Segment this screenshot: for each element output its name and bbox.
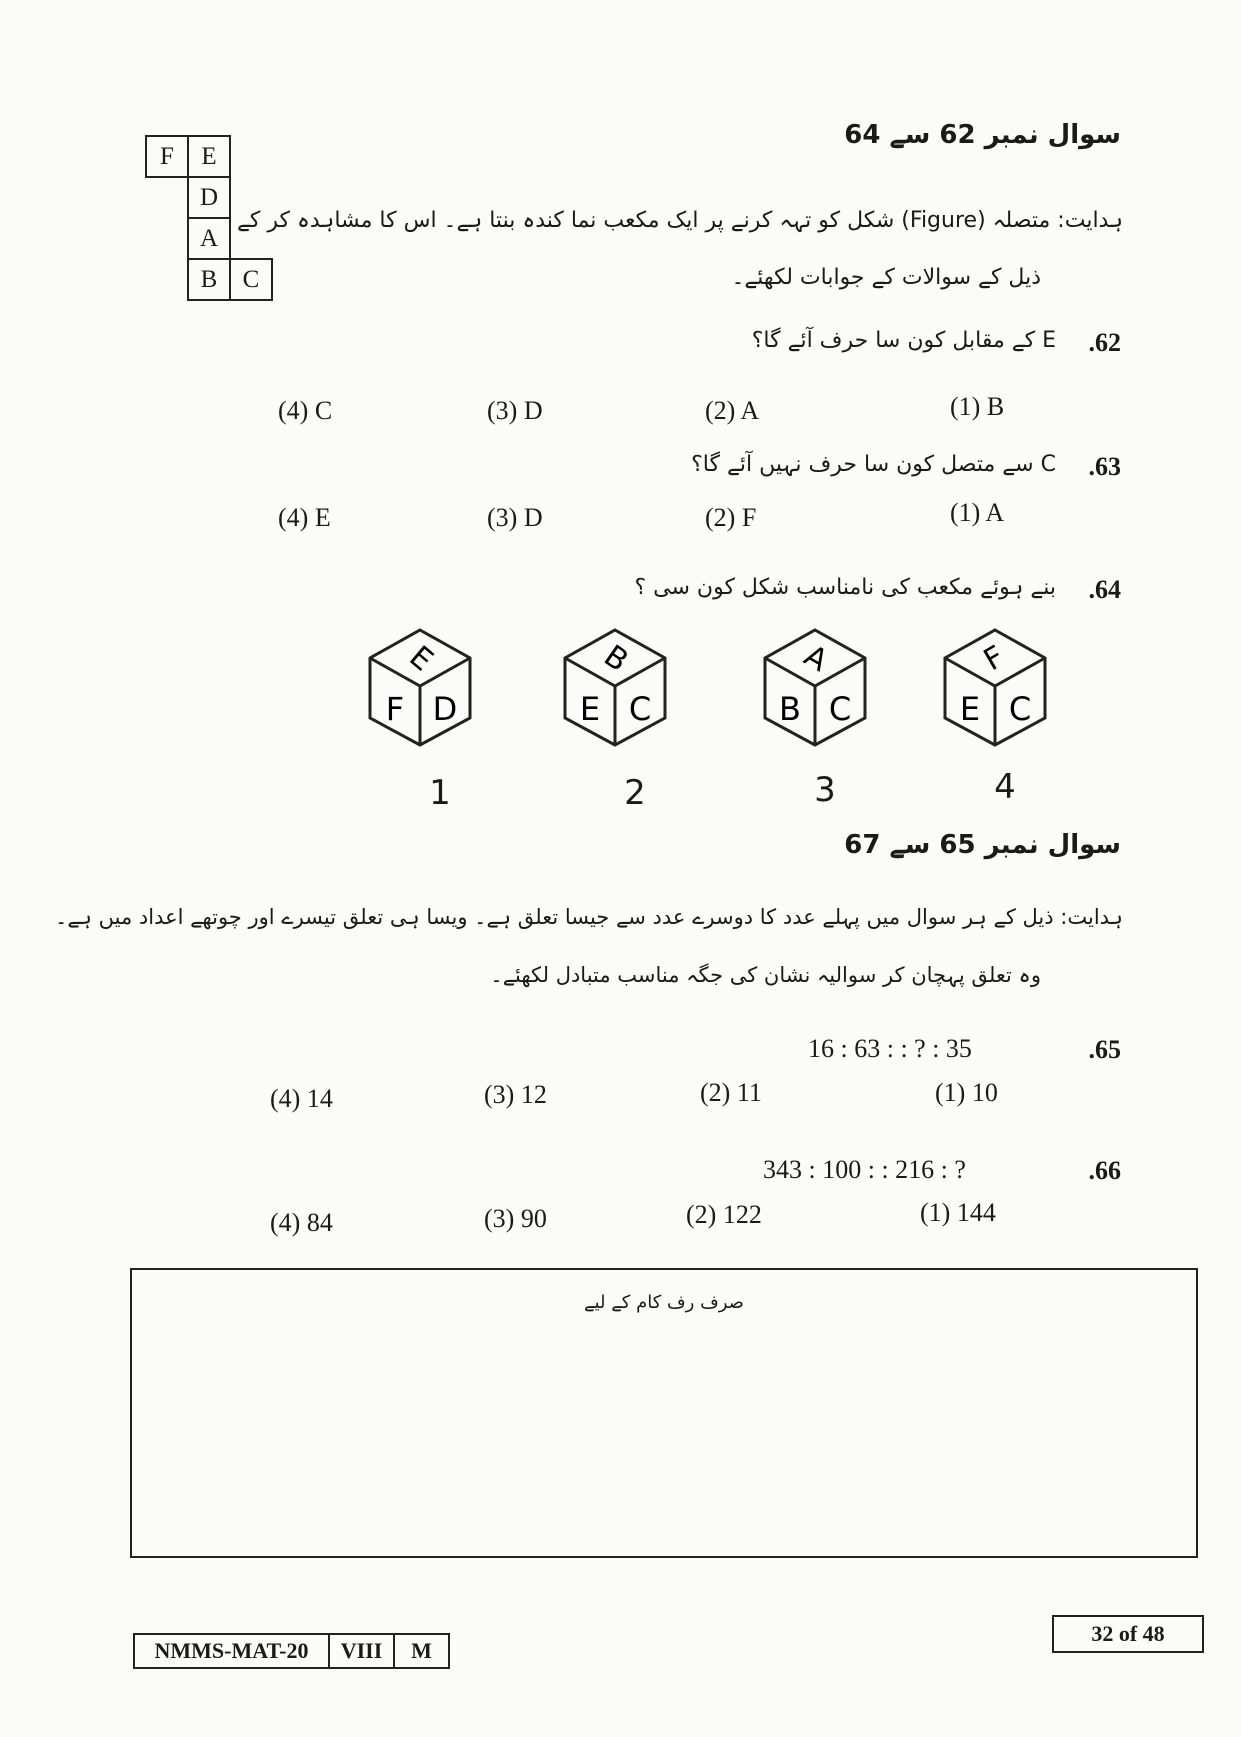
section-title-62-64: سوال نمبر 62 سے 64 bbox=[844, 120, 1121, 150]
cube-face-left: B bbox=[779, 690, 801, 728]
question-number: .66 bbox=[1088, 1156, 1121, 1185]
cube-3 bbox=[765, 630, 865, 745]
question-number: .65 bbox=[1088, 1035, 1121, 1064]
rough-work-box[interactable] bbox=[130, 1268, 1198, 1558]
option[interactable]: (2) F bbox=[705, 503, 757, 532]
option[interactable]: (3) D bbox=[487, 396, 543, 425]
option[interactable]: (3) D bbox=[487, 503, 543, 532]
net-cell: F bbox=[145, 135, 189, 178]
option[interactable]: (1) 10 bbox=[935, 1078, 998, 1107]
footer-code-boxes bbox=[133, 1633, 450, 1669]
option[interactable]: (4) E bbox=[278, 503, 331, 532]
instruction-line: ہدایت: ذیل کے ہر سوال میں پہلے عدد کا دوسرے عدد سے جیسا تعلق ہے۔ ویسا ہی تعلق تیسرے اور چوتھے اعداد میں ہے۔ bbox=[55, 905, 1123, 929]
instruction-line: ذیل کے سوالات کے جوابات لکھئے۔ bbox=[731, 265, 1041, 290]
cube-2 bbox=[565, 630, 665, 745]
option[interactable]: (3) 90 bbox=[484, 1204, 547, 1233]
cube-face-left: E bbox=[959, 690, 981, 728]
class-code: VIII bbox=[328, 1633, 393, 1669]
cube-1 bbox=[370, 630, 470, 745]
question-text: 16 : 63 : : ? : 35 bbox=[808, 1034, 972, 1063]
cube-label[interactable]: 2 bbox=[624, 773, 646, 813]
net-cell: B bbox=[187, 258, 231, 301]
option[interactable]: (3) 12 bbox=[484, 1080, 547, 1109]
cube-label[interactable]: 4 bbox=[994, 767, 1016, 807]
option[interactable]: (2) 122 bbox=[686, 1200, 762, 1229]
cube-face-top: B bbox=[597, 638, 635, 680]
option[interactable]: (4) 84 bbox=[270, 1208, 333, 1237]
question-text: C سے متصل کون سا حرف نہیں آئے گا؟ bbox=[691, 452, 1056, 477]
cube-face-right: C bbox=[1008, 690, 1032, 728]
instruction-line: وہ تعلق پہچان کر سوالیہ نشان کی جگہ مناسب متبادل لکھئے۔ bbox=[490, 963, 1041, 987]
cube-face-right: D bbox=[432, 690, 458, 728]
question-number: .63 bbox=[1088, 452, 1121, 481]
question-number: .64 bbox=[1088, 575, 1121, 604]
cube-face-left: E bbox=[579, 690, 601, 728]
question-text: E کے مقابل کون سا حرف آئے گا؟ bbox=[751, 328, 1056, 353]
net-cell: E bbox=[187, 135, 231, 178]
cube-label[interactable]: 3 bbox=[814, 770, 836, 810]
instruction-line: ہدایت: متصلہ (Figure) شکل کو تہہ کرنے پر ایک مکعب نما کندہ بنتا ہے۔ اس کا مشاہدہ کر کے bbox=[237, 208, 1123, 233]
option[interactable]: (4) 14 bbox=[270, 1084, 333, 1113]
option[interactable]: (2) A bbox=[705, 396, 760, 425]
option[interactable]: (2) 11 bbox=[700, 1078, 762, 1107]
net-cell: D bbox=[187, 176, 231, 219]
option[interactable]: (1) B bbox=[950, 392, 1005, 421]
question-text: 343 : 100 : : 216 : ? bbox=[763, 1155, 966, 1184]
paper-code: NMMS-MAT-20 bbox=[133, 1633, 328, 1669]
cube-options-figure bbox=[360, 620, 1080, 770]
option[interactable]: (1) A bbox=[950, 498, 1005, 527]
cube-face-top: A bbox=[798, 638, 834, 679]
medium-code: M bbox=[393, 1633, 450, 1669]
net-cell: C bbox=[229, 258, 273, 301]
page-number: 32 of 48 bbox=[1052, 1615, 1204, 1653]
cube-face-left: F bbox=[385, 690, 405, 728]
cube-face-right: C bbox=[628, 690, 652, 728]
question-number: .62 bbox=[1088, 328, 1121, 357]
option[interactable]: (4) C bbox=[278, 396, 333, 425]
option[interactable]: (1) 144 bbox=[920, 1198, 996, 1227]
cube-face-top: F bbox=[978, 639, 1011, 679]
cube-face-top: E bbox=[402, 639, 440, 679]
net-cell: A bbox=[187, 217, 231, 260]
section-title-65-67: سوال نمبر 65 سے 67 bbox=[844, 830, 1121, 860]
cube-face-right: C bbox=[828, 690, 852, 728]
cube-4 bbox=[945, 630, 1045, 745]
question-text: بنے ہوئے مکعب کی نامناسب شکل کون سی ؟ bbox=[634, 575, 1056, 600]
rough-work-label: صرف رف کام کے لیے bbox=[584, 1292, 744, 1313]
cube-label[interactable]: 1 bbox=[429, 773, 451, 813]
